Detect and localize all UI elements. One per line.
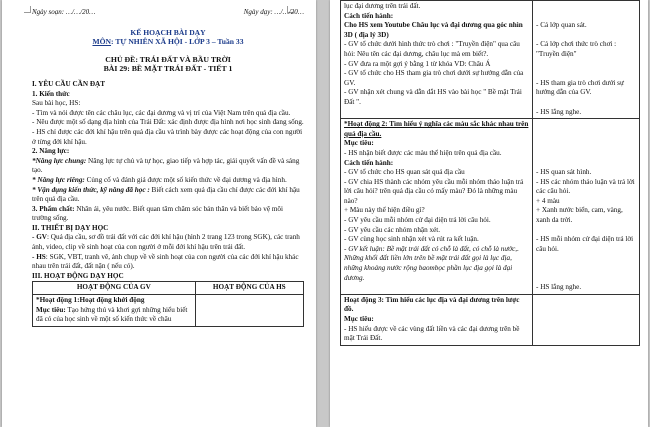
teacher-equipment-label: - GV bbox=[32, 233, 47, 242]
text-line: + 4 màu bbox=[536, 196, 560, 205]
text-line bbox=[536, 69, 636, 79]
text-line bbox=[536, 120, 636, 130]
text-line: - Cả lớp quan sát. bbox=[536, 21, 587, 30]
text-line: - GV đưa ra một gợi ý bằng 1 từ khóa VD: Châu Á bbox=[344, 59, 491, 68]
student-equipment-text: : SGK, VBT, tranh vẽ, ảnh chụp về về sinh hoạt của con người của các đới khí hậu khác nhau trên trái đất, đất nặn ( nếu có). bbox=[32, 252, 299, 271]
text-line: I. YÊU CẦU CẦN ĐẠT bbox=[32, 79, 106, 88]
activity-title: *Hoạt động 1:Hoạt động khởi động bbox=[36, 296, 145, 305]
teacher-activity-cell bbox=[341, 1, 533, 119]
topic-heading: CHỦ ĐỀ: TRÁI ĐẤT VÀ BẦU TRỜI bbox=[105, 54, 231, 64]
teacher-column-header: HOẠT ĐỘNG CỦA GV bbox=[33, 282, 196, 295]
text-line: - HS nhận biết được các màu thể hiện trên quả địa cầu. bbox=[344, 148, 502, 157]
text-line: Mục tiêu: bbox=[344, 315, 374, 323]
text-line: Sau bài học, HS: bbox=[32, 99, 81, 108]
teacher-activity-cell bbox=[33, 295, 196, 327]
teacher-activity-cell bbox=[341, 294, 533, 345]
qualities-label: 3. Phẩm chất: bbox=[32, 204, 75, 213]
specific-competence bbox=[32, 176, 304, 186]
student-column-header: HOẠT ĐỘNG CỦA HS bbox=[195, 282, 303, 295]
text-line bbox=[536, 254, 636, 264]
text-line: - GV chia HS thành các nhóm yêu cầu mỗi nhóm thảo luận trả lời câu hỏi? trên quả địa cầu có mấy màu? Đó là những màu nào? bbox=[344, 177, 524, 205]
right-page bbox=[330, 0, 648, 427]
date-header bbox=[32, 8, 304, 18]
text-line: - HS hiểu được về các vùng đất liền và các đại dương trên bề mặt Trái Đất. bbox=[344, 324, 520, 343]
text-line: - HS lắng nghe. bbox=[536, 283, 582, 292]
text-line: - Nêu được một số dạng địa hình của Trái Đất: xác định được địa hình nơi học sinh đang sống. bbox=[32, 118, 304, 127]
table-row bbox=[341, 119, 640, 295]
text-line bbox=[536, 149, 636, 159]
student-activity-cell bbox=[195, 295, 303, 327]
teacher-equipment bbox=[32, 233, 304, 252]
specific-competence-text: Củng cố và đánh giá được một số kiến thức về đại dương và địa hình. bbox=[84, 175, 287, 184]
text-line: + Xanh nước biển, cam, vàng, xanh da trời. bbox=[536, 206, 623, 225]
text-line bbox=[536, 98, 636, 108]
subject-line bbox=[32, 37, 304, 47]
table-row bbox=[33, 295, 304, 327]
apply-knowledge bbox=[32, 186, 304, 205]
table-header-row bbox=[33, 282, 304, 295]
text-line: Mục tiêu: bbox=[344, 139, 374, 148]
general-competence-label: *Năng lực chung: bbox=[32, 156, 87, 165]
table-row bbox=[341, 1, 640, 119]
activity-target bbox=[36, 306, 192, 325]
teach-date: Ngày dạy: …/…/20… bbox=[243, 8, 304, 16]
student-activity-cell bbox=[533, 294, 640, 345]
text-line: - HS mỗi nhóm cử đại diện trả lời câu hỏi. bbox=[536, 235, 634, 253]
text-line bbox=[536, 274, 636, 284]
text-line: - GV nhận xét chung và dẫn dắt HS vào bài học " Bề mặt Trái Đất ". bbox=[344, 88, 522, 106]
text-line bbox=[536, 60, 636, 70]
text-line: - HS lắng nghe. bbox=[536, 107, 582, 116]
text-line: Cách tiến hành: bbox=[344, 11, 394, 20]
text-line: - GV yêu cầu các nhóm nhận xét. bbox=[344, 225, 441, 234]
crop-mark bbox=[24, 6, 31, 13]
prep-date: Ngày soạn: …/…/20… bbox=[32, 8, 96, 16]
teacher-activity-cell bbox=[341, 119, 533, 295]
text-line: Hoạt động 3: Tìm hiểu các lục địa và đại dương trên lược đồ. bbox=[344, 295, 520, 314]
text-line: - GV tổ chức cho HS quan sát quả địa cầu bbox=[344, 168, 465, 177]
text-line: - Cả lớp chơi thức trò chơi : "Truyền điện" bbox=[536, 40, 617, 58]
text-line: - GV tổ chức dưới hình thức trò chơi : "Truyền điện" qua câu hỏi: Nêu tên các đại dương, châu lục mà em biết?. bbox=[344, 40, 520, 58]
general-competence-text: Năng lực tự chủ và tự học, giao tiếp và hợp tác, giải quyết vấn đề và sáng tạo. bbox=[32, 156, 300, 175]
subject-label: MÔN bbox=[92, 37, 112, 47]
teacher-equipment-text: : Quả địa cầu, sơ đồ trái đất với các đới khí hậu (hình 2 trang 123 trong SGK), các tranh ảnh, video, clip về sinh hoạt của con người ở mỗi đới khí hậu trên trái đất. bbox=[32, 233, 300, 252]
text-line bbox=[536, 139, 636, 149]
text-line: + Màu này thể hiện điều gì? bbox=[344, 206, 425, 215]
student-activity-cell bbox=[533, 119, 640, 295]
apply-knowledge-text: Biết cách xem quả địa cầu chỉ được các đới khí hậu trên quả địa cầu. bbox=[32, 185, 300, 204]
text-line: - GV kết luận: Bề mặt trái đất có chỗ là đất, có chỗ là nước,. Những khối đất liền lớn trên bề mặt trái đất gọi là lục địa, những khoảng nước rộng baombọc phần lục địa gọi là đại dương. bbox=[344, 244, 519, 282]
text-line: 1. Kiến thức bbox=[32, 89, 70, 98]
apply-knowledge-label: * Vận dụng kiến thức, kỹ năng đã học : bbox=[32, 185, 150, 194]
student-equipment-label: - HS bbox=[32, 252, 46, 261]
plan-title: KẾ HOẠCH BÀI DẠY bbox=[130, 27, 206, 37]
equipment-heading: II. THIẾT BỊ DẠY HỌC bbox=[32, 223, 109, 232]
text-line: - HS chỉ được các đới khí hậu trên quả địa cầu và trình bày được các hoạt động của con người ở từng đới khí hậu. bbox=[32, 127, 303, 146]
text-line bbox=[536, 31, 636, 41]
text-line: *Hoạt động 2: Tìm hiểu ý nghĩa các màu sắc khác nhau trên quả địa cầu. bbox=[344, 120, 529, 138]
subject-rest: : TỰ NHIÊN XÃ HỘI - LỚP 3 – Tuần 33 bbox=[111, 37, 244, 47]
lesson-heading: BÀI 29: BỀ MẶT TRÁI ĐẤT - TIẾT 1 bbox=[103, 64, 233, 74]
text-line: - GV yêu cầu mỗi nhóm cử đại diện trả lời câu hỏi. bbox=[344, 216, 491, 225]
text-line: 2. Năng lực: bbox=[32, 147, 70, 156]
left-page-content bbox=[32, 8, 304, 327]
text-line: - HS các nhóm thảo luận và trả lời các câu hỏi. bbox=[536, 177, 635, 196]
activities-table bbox=[32, 281, 304, 326]
student-equipment bbox=[32, 253, 304, 272]
text-line bbox=[536, 264, 636, 274]
qualities bbox=[32, 205, 304, 224]
activity-target-text: Tạo hứng thú và khơi gợi những hiểu biết đã có của học sinh về một số kiến thức về châu bbox=[36, 305, 188, 324]
activities-table-continued bbox=[340, 0, 640, 346]
text-line bbox=[536, 226, 636, 236]
text-line: - GV tổ chức cho HS tham gia trò chơi dưới sự hướng dẫn của GV. bbox=[344, 69, 524, 87]
table-row bbox=[341, 294, 640, 345]
objectives-list bbox=[32, 80, 304, 157]
specific-competence-label: * Năng lực riêng: bbox=[32, 175, 85, 184]
text-line bbox=[536, 159, 636, 169]
text-line: - GV cùng học sinh nhận xét và rút ra kết luận. bbox=[344, 235, 479, 244]
text-line: Cho HS xem Youtube Châu lục và đại dương qua góc nhìn 3D ( địa lý 3D) bbox=[344, 21, 523, 39]
text-line bbox=[536, 130, 636, 140]
activity-target-label: Mục tiêu: bbox=[36, 305, 66, 314]
qualities-text: Nhân ái, yêu nước. Biết quan tâm chăm sóc bản thân và biết bảo vệ môi trường sống. bbox=[32, 204, 284, 223]
general-competence bbox=[32, 157, 304, 176]
text-line bbox=[536, 2, 636, 12]
text-line bbox=[536, 12, 636, 22]
student-activity-cell bbox=[533, 1, 640, 119]
left-page bbox=[2, 0, 316, 427]
activities-heading: III. HOẠT ĐỘNG DẠY HỌC bbox=[32, 271, 124, 280]
right-page-content bbox=[340, 0, 640, 346]
text-line: - HS quan sát hình. bbox=[536, 168, 592, 177]
text-line: - Tìm và nói được tên các châu lục, các đại dương và vị trí của Việt Nam trên quả địa cầu. bbox=[32, 108, 291, 117]
text-line: - HS tham gia trò chơi dưới sự hướng dẫn của GV. bbox=[536, 78, 624, 97]
text-line: Cách tiến hành: bbox=[344, 158, 394, 167]
text-line: lục đại dương trên trái đất. bbox=[344, 2, 421, 10]
